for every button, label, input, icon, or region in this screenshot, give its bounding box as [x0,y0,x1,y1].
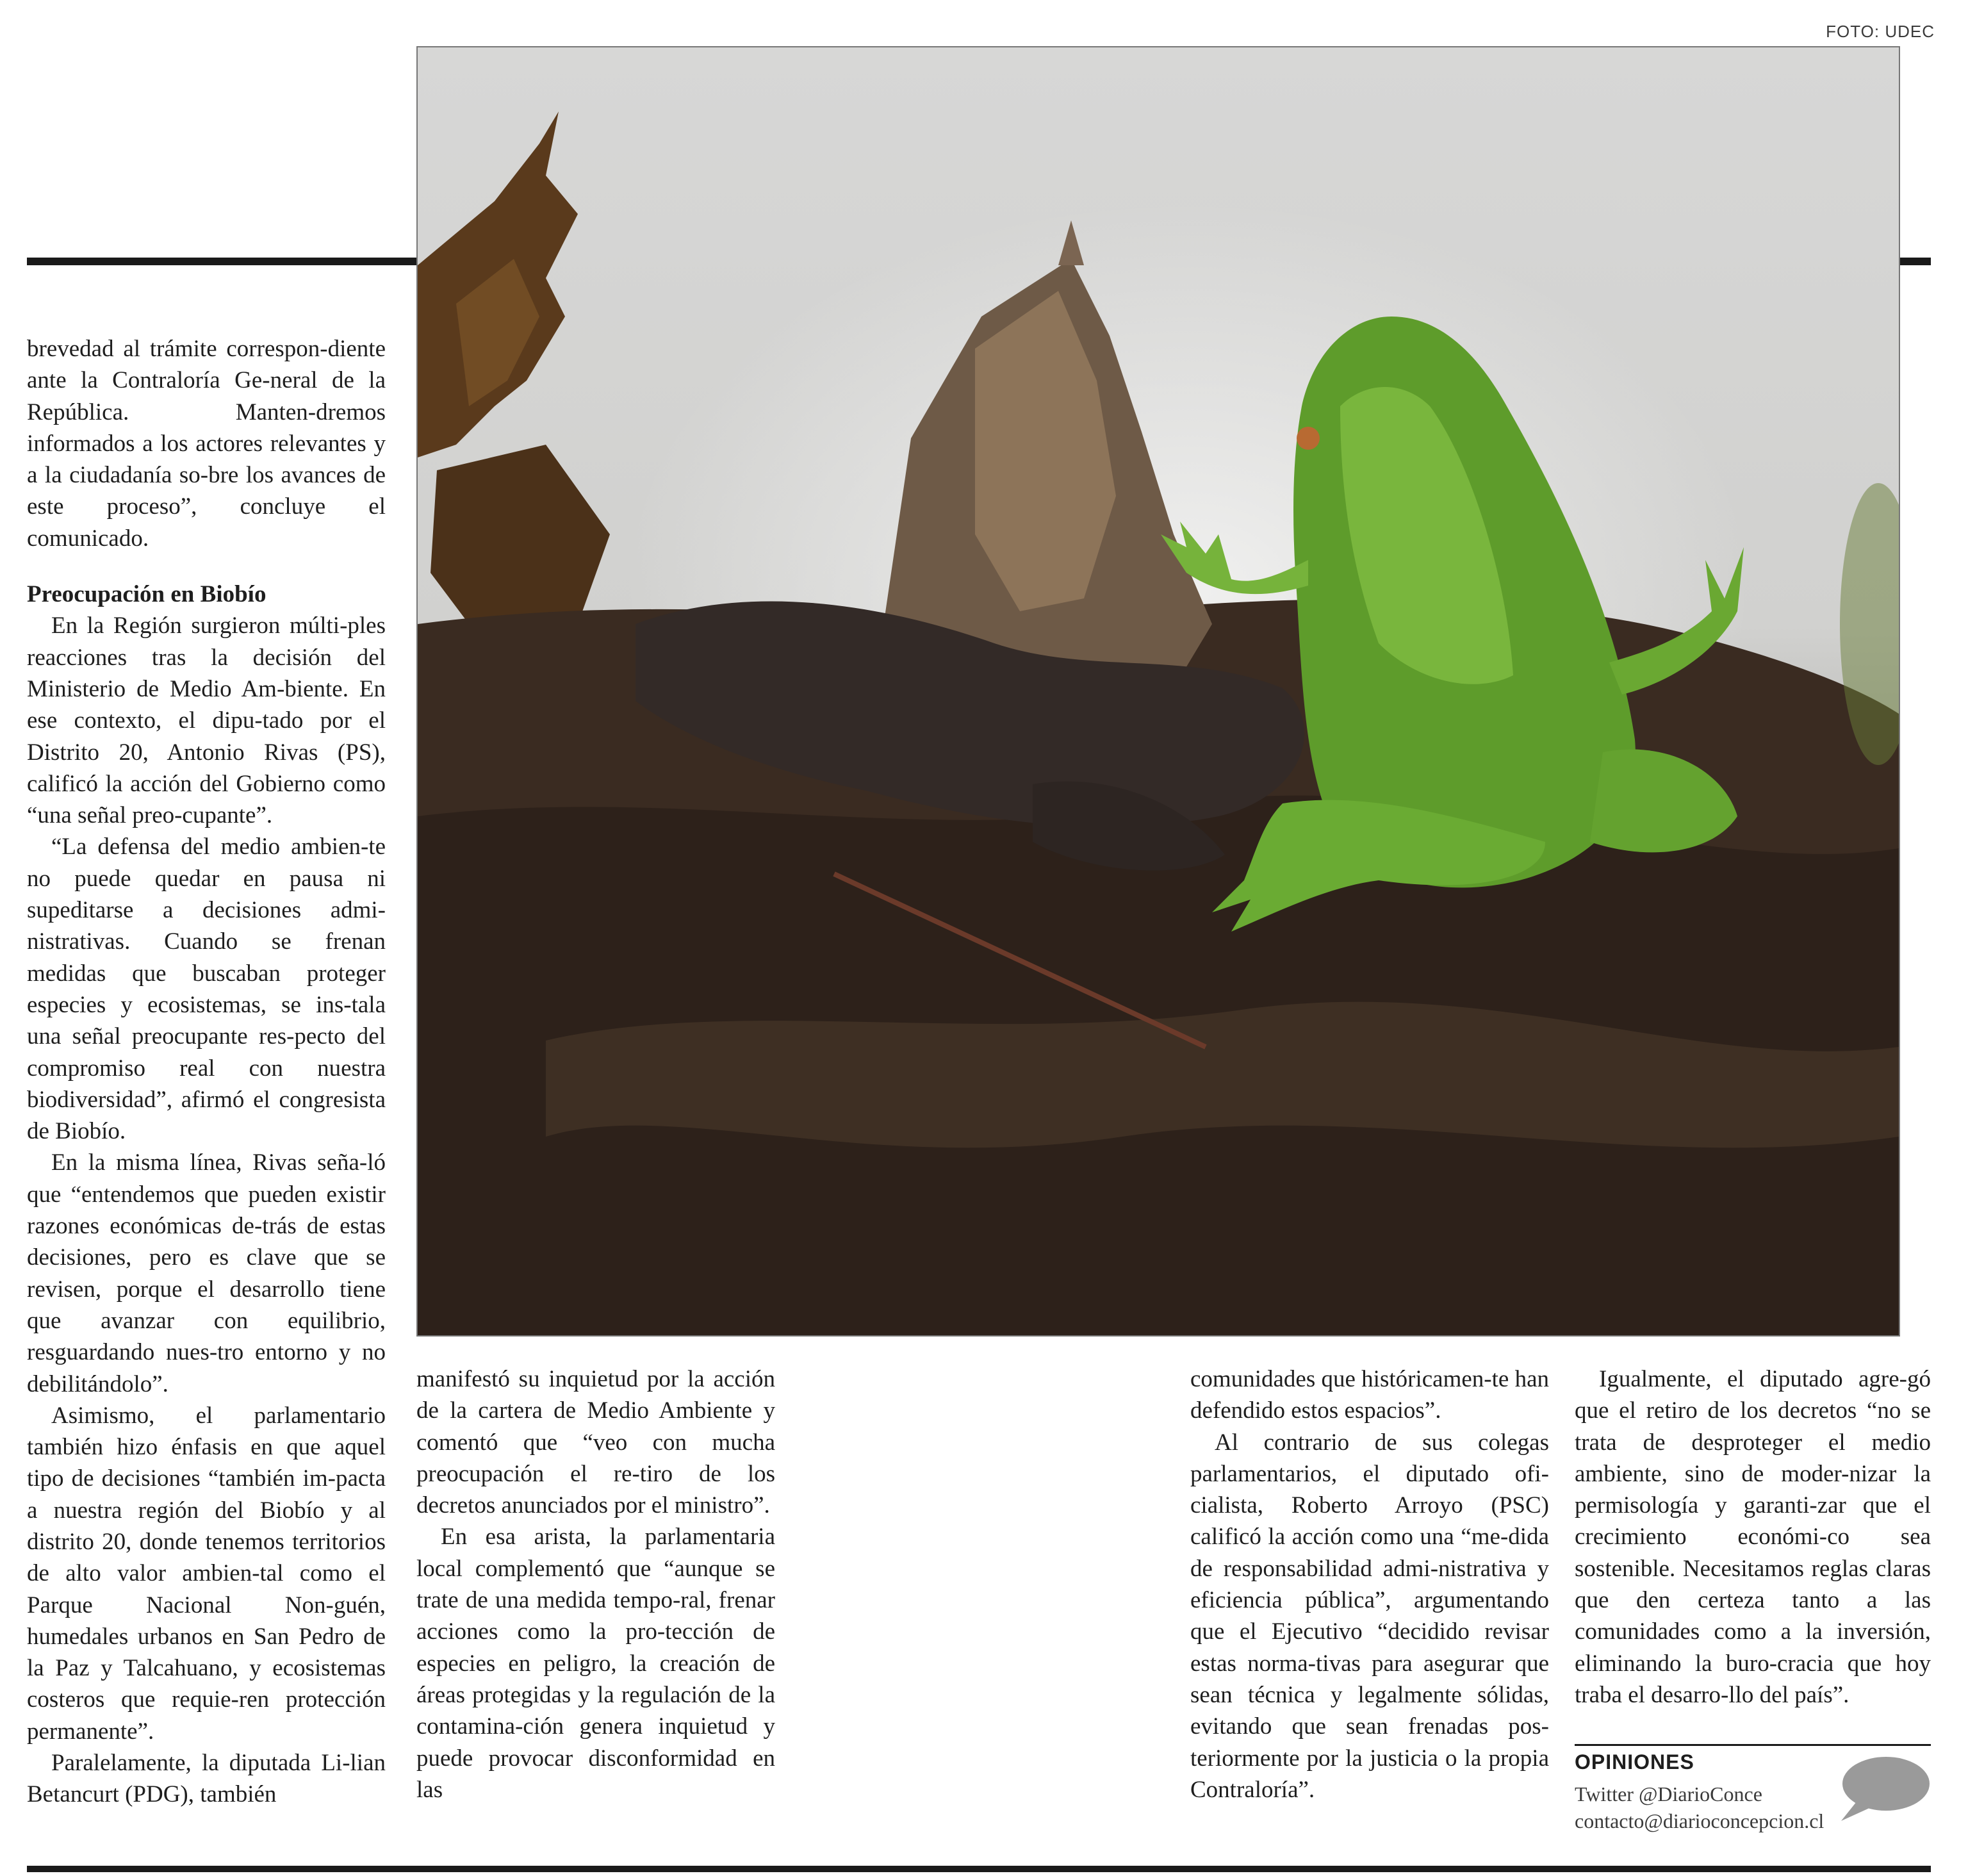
paragraph: En la misma línea, Rivas seña-ló que “entendemos que pueden existir razones económicas de-trás de estas decisiones, pero es clave que se revisen, porque el desarrollo tiene que avanzar con equilibrio, resguardando nues-tro entorno y no debilitándolo”. [27,1149,386,1397]
paragraph: manifestó su inquietud por la acción de la cartera de Medio Ambiente y comentó que “veo con mucha preocupación el re-tiro de los decretos anunciados por el ministro”. [416,1366,775,1519]
frog-photo [416,46,1900,1337]
bottom-rule [27,1866,1931,1872]
opiniones-twitter[interactable]: Twitter @DiarioConce [1575,1782,1762,1806]
speech-bubble-icon [1837,1756,1931,1823]
paragraph: Al contrario de sus colegas parlamentarios, el diputado ofi-cialista, Roberto Arroyo (PSC) calificó la acción como una “me-dida de responsabilidad admi-nistrativa y eficiencia pública”, argumentando que el Ejecutivo “decidido revisar estas norma-tivas para asegurar que sean técnica y legalmente sólidas, evitando que sean frenadas pos-teriormente por la justicia o la propia Contraloría”. [1190,1429,1549,1803]
paragraph: En la Región surgieron múlti-ples reacciones tras la decisión del Ministerio de Medio Am-biente. En ese contexto, el dipu-tado por el Distrito 20, Antonio Rivas (PS), calificó la acción del Gobierno como “una señal preo-cupante”. [27,613,386,829]
photo-credit: FOTO: UDEC [1826,22,1935,41]
paragraph: Asimismo, el parlamentario también hizo énfasis en que aquel tipo de decisiones “también im-pacta a nuestra región del Biobío y al distrito 20, donde tenemos territorios de alto valor ambien-tal como el Parque Nacional Non-guén, humedales urbanos en San Pedro de la Paz y Talcahuano, y ecosistemas costeros que requie-ren protección permanente”. [27,1402,386,1745]
opiniones-rule [1575,1744,1931,1746]
article-column-1 [27,333,386,1811]
paragraph: “La defensa del medio ambien-te no puede quedar en pausa ni supeditarse a decisiones admi-nistrativas. Cuando se frenan medidas que buscaban proteger especies y ecosistemas, se ins-tala una señal preocupante res-pecto del compromiso real con nuestra biodiversidad”, afirmó el congresista de Biobío. [27,834,386,1145]
paragraph: comunidades que históricamen-te han defendido estos espacios”. [1190,1366,1549,1424]
brown-frog-snout [1058,220,1084,265]
dry-leaf-lower [430,445,610,624]
top-rule-left [27,258,418,265]
top-rule-right [1898,258,1931,265]
subheading: Preocupación en Biobío [27,581,266,608]
paragraph: Igualmente, el diputado agre-gó que el retiro de los decretos “no se trata de desproteger el medio ambiente, sino de moder-nizar la permisología y garanti-zar que el crecimiento económi-co sea sostenible. Necesitamos reglas claras que den certeza tanto a las comunidades como a la inversión, eliminando la buro-cracia que hoy traba el desarro-llo del país”. [1575,1366,1931,1708]
paragraph: En esa arista, la parlamentaria local complementó que “aunque se trate de una medida tempo-ral, frenar acciones como la pro-tección de especies en peligro, la creación de áreas protegidas y la regulación de la contamina-ción genera inquietud y puede provocar disconformidad en las [416,1524,775,1803]
opiniones-title: OPINIONES [1575,1750,1694,1773]
paragraph: brevedad al trámite correspon-diente ante la Contraloría Ge-neral de la República. Manten-dremos informados a los actores relevantes y a la ciudadanía so-bre los avances de este proceso”, concluye el comunicado. [27,336,386,552]
article-column-2 [416,1363,775,1806]
opiniones-email[interactable]: contacto@diarioconcepcion.cl [1575,1809,1824,1832]
article-column-4 [1575,1363,1931,1711]
paragraph: Paralelamente, la diputada Li-lian Betancurt (PDG), también [27,1750,386,1808]
article-column-3 [1190,1363,1549,1806]
green-frog-eye [1297,427,1320,450]
frog-photo-illustration [418,47,1899,1335]
